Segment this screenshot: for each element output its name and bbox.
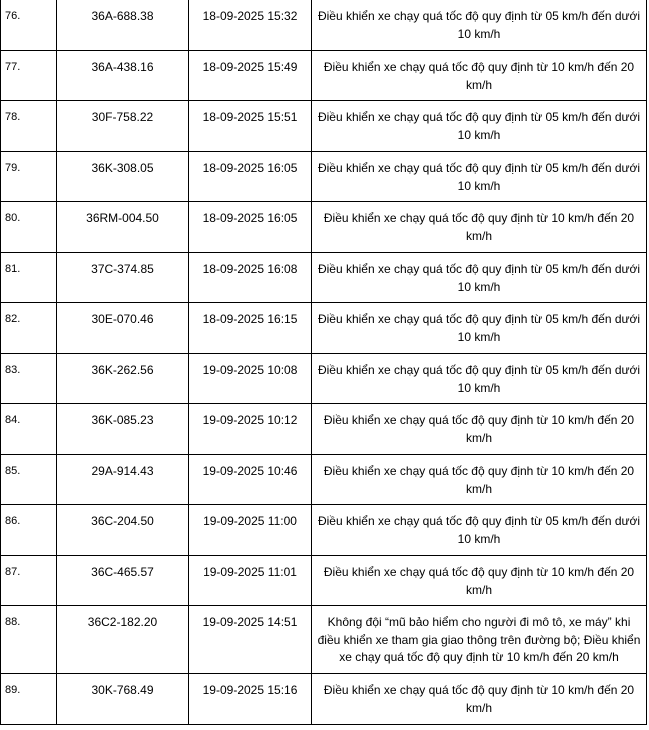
violation-description: Điều khiển xe chạy quá tốc độ quy định từ 05 km/h đến dưới 10 km/h — [312, 303, 647, 354]
violations-table-body — [1, 0, 647, 725]
violation-description: Điều khiển xe chạy quá tốc độ quy định từ 05 km/h đến dưới 10 km/h — [312, 101, 647, 152]
violation-description: Điều khiển xe chạy quá tốc độ quy định từ 05 km/h đến dưới 10 km/h — [312, 0, 647, 51]
license-plate: 36K-085.23 — [57, 404, 189, 455]
table-row — [1, 556, 647, 606]
table-row — [1, 303, 647, 354]
table-row — [1, 0, 647, 51]
violation-time: 18-09-2025 16:08 — [189, 253, 312, 303]
license-plate: 30K-768.49 — [57, 674, 189, 725]
row-number: 85. — [1, 455, 57, 505]
row-number: 77. — [1, 51, 57, 101]
row-number: 88. — [1, 606, 57, 674]
violation-description: Điều khiển xe chạy quá tốc độ quy định từ 10 km/h đến 20 km/h — [312, 404, 647, 455]
row-number: 81. — [1, 253, 57, 303]
violation-time: 18-09-2025 15:32 — [189, 0, 312, 51]
violation-time: 18-09-2025 16:05 — [189, 152, 312, 202]
violation-description: Không đội “mũ bảo hiểm cho người đi mô tô, xe máy” khi điều khiển xe tham gia giao thông trên đường bộ; Điều khiển xe chạy quá tốc độ quy định từ 10 km/h đến 20 km/h — [312, 606, 647, 674]
table-row — [1, 354, 647, 404]
license-plate: 36K-308.05 — [57, 152, 189, 202]
table-row — [1, 253, 647, 303]
license-plate: 36C-204.50 — [57, 505, 189, 556]
row-number: 84. — [1, 404, 57, 455]
violation-description: Điều khiển xe chạy quá tốc độ quy định từ 05 km/h đến dưới 10 km/h — [312, 505, 647, 556]
violation-time: 19-09-2025 11:00 — [189, 505, 312, 556]
violation-description: Điều khiển xe chạy quá tốc độ quy định từ 05 km/h đến dưới 10 km/h — [312, 152, 647, 202]
violation-time: 19-09-2025 10:08 — [189, 354, 312, 404]
table-row — [1, 505, 647, 556]
violation-description: Điều khiển xe chạy quá tốc độ quy định từ 10 km/h đến 20 km/h — [312, 674, 647, 725]
violation-description: Điều khiển xe chạy quá tốc độ quy định từ 05 km/h đến dưới 10 km/h — [312, 253, 647, 303]
violation-description: Điều khiển xe chạy quá tốc độ quy định từ 10 km/h đến 20 km/h — [312, 51, 647, 101]
violation-time: 19-09-2025 14:51 — [189, 606, 312, 674]
table-row — [1, 101, 647, 152]
license-plate: 37C-374.85 — [57, 253, 189, 303]
row-number: 76. — [1, 0, 57, 51]
table-row — [1, 404, 647, 455]
violation-time: 18-09-2025 15:49 — [189, 51, 312, 101]
row-number: 83. — [1, 354, 57, 404]
row-number: 86. — [1, 505, 57, 556]
license-plate: 36C2-182.20 — [57, 606, 189, 674]
license-plate: 36A-688.38 — [57, 0, 189, 51]
license-plate: 36K-262.56 — [57, 354, 189, 404]
violation-description: Điều khiển xe chạy quá tốc độ quy định từ 05 km/h đến dưới 10 km/h — [312, 354, 647, 404]
license-plate: 30F-758.22 — [57, 101, 189, 152]
license-plate: 36C-465.57 — [57, 556, 189, 606]
row-number: 82. — [1, 303, 57, 354]
row-number: 78. — [1, 101, 57, 152]
violation-time: 18-09-2025 16:05 — [189, 202, 312, 253]
violation-description: Điều khiển xe chạy quá tốc độ quy định từ 10 km/h đến 20 km/h — [312, 556, 647, 606]
table-row — [1, 606, 647, 674]
violation-time: 19-09-2025 15:16 — [189, 674, 312, 725]
license-plate: 30E-070.46 — [57, 303, 189, 354]
violation-time: 18-09-2025 16:15 — [189, 303, 312, 354]
table-row — [1, 152, 647, 202]
table-row — [1, 455, 647, 505]
violation-description: Điều khiển xe chạy quá tốc độ quy định từ 10 km/h đến 20 km/h — [312, 202, 647, 253]
license-plate: 29A-914.43 — [57, 455, 189, 505]
row-number: 79. — [1, 152, 57, 202]
violation-time: 19-09-2025 10:46 — [189, 455, 312, 505]
violation-time: 19-09-2025 11:01 — [189, 556, 312, 606]
violation-description: Điều khiển xe chạy quá tốc độ quy định từ 10 km/h đến 20 km/h — [312, 455, 647, 505]
table-row — [1, 51, 647, 101]
violation-time: 18-09-2025 15:51 — [189, 101, 312, 152]
row-number: 89. — [1, 674, 57, 725]
violation-time: 19-09-2025 10:12 — [189, 404, 312, 455]
table-row — [1, 202, 647, 253]
row-number: 80. — [1, 202, 57, 253]
row-number: 87. — [1, 556, 57, 606]
license-plate: 36A-438.16 — [57, 51, 189, 101]
license-plate: 36RM-004.50 — [57, 202, 189, 253]
table-row — [1, 674, 647, 725]
